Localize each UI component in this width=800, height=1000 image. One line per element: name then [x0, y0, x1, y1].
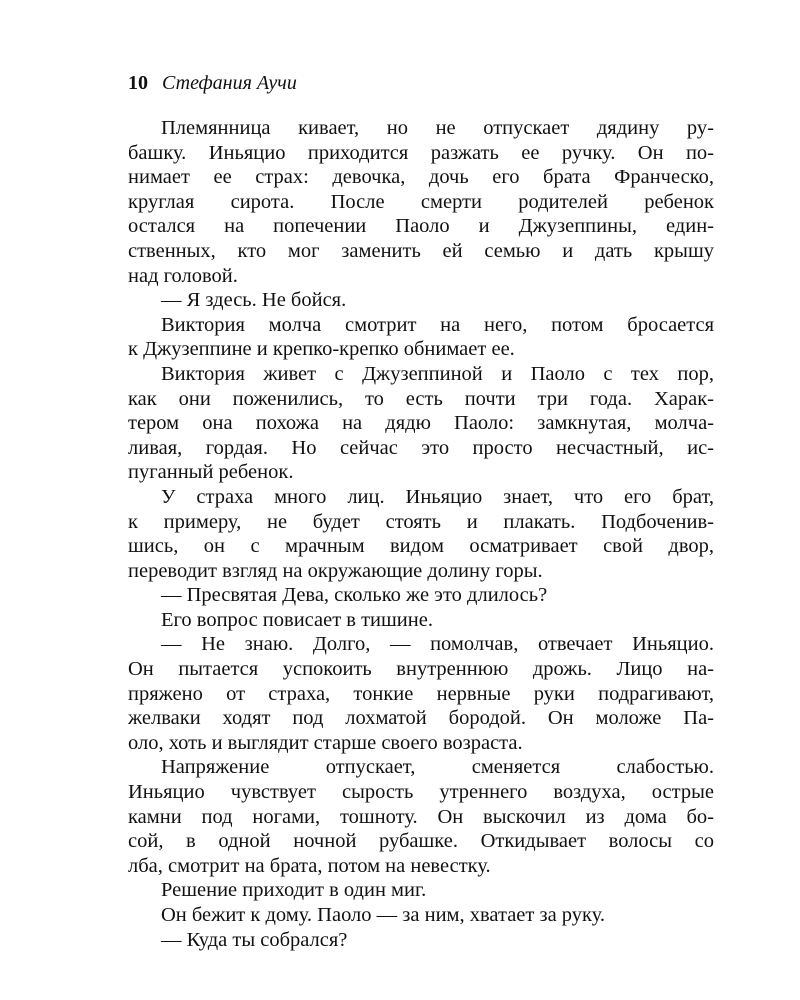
paragraph [128, 485, 714, 583]
page-header [128, 72, 297, 95]
text-line: Виктория молча смотрит на него, потом бросается [161, 313, 714, 336]
text-line: башку. Иньяцио приходится разжать ее ручку. Он по- [128, 141, 714, 164]
text-line: над головой. [128, 264, 238, 287]
paragraph [128, 116, 714, 288]
text-line: к Джузеппине и крепко-крепко обнимает ее. [128, 338, 515, 361]
text-line: — Куда ты собрался? [161, 928, 348, 951]
paragraph [128, 288, 714, 313]
text-line: Его вопрос повисает в тишине. [161, 608, 433, 631]
text-line: нимает ее страх: девочка, дочь его брата Франческо, [128, 166, 714, 189]
text-line: переводит взгляд на окружающие долину горы. [128, 559, 543, 582]
paragraph [128, 928, 714, 953]
text-line: оло, хоть и выглядит старше своего возраста. [128, 731, 523, 754]
paragraph [128, 608, 714, 633]
paragraph [128, 362, 714, 485]
text-line: Напряжение отпускает, сменяется слабостью. [161, 756, 714, 779]
text-line: Виктория живет с Джузеппиной и Паоло с тех пор, [161, 362, 714, 385]
page-number: 10 [128, 72, 148, 94]
text-line: желваки ходят под лохматой бородой. Он моложе Па- [128, 707, 714, 730]
text-line: Решение приходит в один миг. [161, 879, 427, 902]
text-line: ливая, гордая. Но сейчас это просто несчастный, ис- [128, 436, 714, 459]
text-line: пуганный ребенок. [128, 461, 294, 484]
text-line: пряжено от страха, тонкие нервные руки подрагивают, [128, 682, 714, 705]
paragraph [128, 583, 714, 608]
text-line: как они поженились, то есть почти три года. Харак- [128, 387, 714, 410]
text-line: тером она похожа на дядю Паоло: замкнутая, молча- [128, 412, 714, 435]
text-line: камни под ногами, тошноту. Он выскочил из дома бо- [128, 805, 714, 828]
text-line: сой, в одной ночной рубашке. Откидывает волосы со [128, 830, 714, 853]
text-line: Племянница кивает, но не отпускает дядину ру- [161, 117, 714, 139]
text-line: лба, смотрит на брата, потом на невестку. [128, 854, 491, 877]
text-line: У страха много лиц. Иньяцио знает, что его брат, [161, 485, 714, 508]
text-line: остался на попечении Паоло и Джузеппины, един- [128, 215, 714, 238]
text-line: круглая сирота. После смерти родителей ребенок [128, 190, 714, 213]
body-text [128, 116, 714, 952]
text-line: — Я здесь. Не бойся. [161, 289, 347, 312]
paragraph [128, 313, 714, 362]
text-line: — Пресвятая Дева, сколько же это длилось? [161, 584, 548, 607]
paragraph [128, 755, 714, 878]
text-line: Иньяцио чувствует сырость утреннего воздуха, острые [128, 781, 714, 804]
text-line: к примеру, не будет стоять и плакать. Подбоченив- [128, 510, 714, 533]
paragraph [128, 878, 714, 903]
paragraph [128, 632, 714, 755]
running-title: Стефания Аучи [162, 72, 297, 94]
text-line: ственных, кто мог заменить ей семью и дать крышу [128, 239, 714, 262]
text-line: Он бежит к дому. Паоло — за ним, хватает за руку. [161, 904, 606, 926]
text-line: — Не знаю. Долго, — помолчав, отвечает Иньяцио. [161, 633, 714, 656]
paragraph [128, 903, 714, 928]
text-line: шись, он с мрачным видом осматривает свой двор, [128, 535, 714, 558]
text-line: Он пытается успокоить внутреннюю дрожь. Лицо на- [128, 658, 714, 681]
